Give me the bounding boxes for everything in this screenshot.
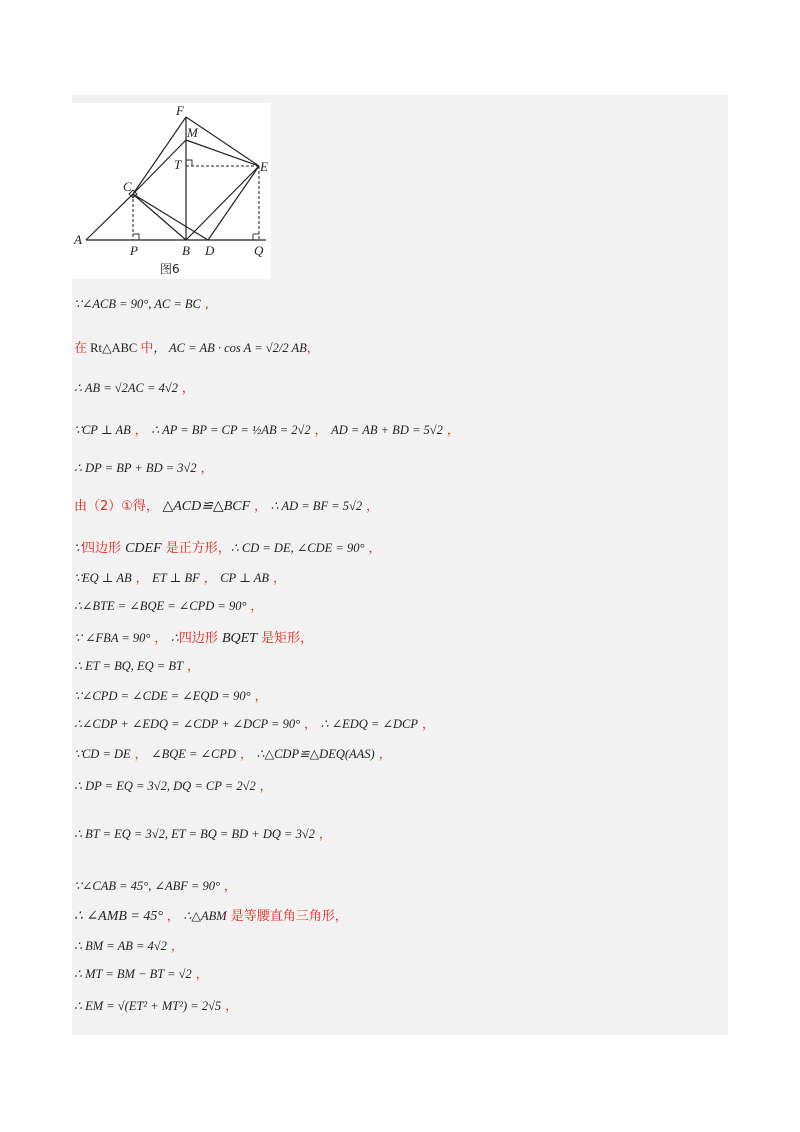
math-expression: ∵CP ⊥ AB: [74, 423, 131, 437]
solution-line: [74, 826, 331, 842]
label-M: M: [187, 125, 198, 140]
solution-line: [74, 778, 272, 794]
annotation-text: ，: [246, 598, 263, 613]
math-expression: ∴ ET = BQ, EQ = BT: [74, 659, 183, 673]
annotation-text: ，: [269, 570, 286, 585]
math-expression: ∴ EM = √(ET² + MT²) = 2√5: [74, 999, 222, 1013]
label-A: A: [74, 232, 82, 247]
math-expression: ∴∠BTE = ∠BQE = ∠CPD = 90°: [74, 599, 247, 613]
math-expression: ∴ BM = AB = 4√2: [74, 939, 167, 953]
annotation-text: ，: [250, 498, 271, 513]
annotation-text: ，: [182, 658, 200, 673]
solution-line: [74, 746, 391, 762]
label-T: T: [174, 157, 182, 172]
label-E: E: [260, 159, 268, 174]
math-expression: ∴∠CDP + ∠EDQ = ∠CDP + ∠DCP = 90°: [74, 717, 301, 731]
annotation-text: ，: [236, 746, 257, 761]
annotation-text: ，: [364, 540, 381, 555]
annotation-text: ，: [131, 570, 153, 585]
math-expression: ∴ AP = BP = CP = ½AB = 2√2: [151, 423, 311, 437]
math-expression: Rt△ABC: [87, 341, 141, 355]
label-Q: Q: [254, 243, 264, 258]
solution-line: [74, 598, 263, 614]
label-B: B: [182, 243, 190, 258]
math-expression: ∵EQ ⊥ AB: [74, 571, 132, 585]
math-expression: ∴ ∠EDQ = ∠DCP: [320, 717, 418, 731]
annotation-text: ，: [191, 966, 209, 981]
solution-line: [74, 998, 238, 1014]
solution-line: [74, 540, 381, 557]
solution-line: [74, 296, 209, 312]
annotation-text: ，: [199, 570, 221, 585]
solution-line: [74, 460, 213, 476]
label-D: D: [205, 243, 215, 258]
solution-line: [74, 630, 313, 647]
annotation-text: ，: [130, 746, 152, 761]
annotation-text: 中: [140, 341, 154, 356]
annotation-text: 由（2）①得，: [74, 499, 159, 514]
math-expression: ∴ DP = BP + BD = 3√2: [74, 461, 197, 475]
math-expression: ∵CD = DE: [74, 747, 131, 761]
solution-line: [74, 878, 237, 894]
annotation-text: ，: [300, 716, 321, 731]
annotation-text: ，: [150, 630, 171, 645]
annotation-text: ，: [417, 716, 435, 731]
label-P: P: [130, 243, 138, 258]
solution-line: [74, 498, 379, 515]
annotation-text: ，: [255, 778, 273, 793]
math-expression: ET ⊥ BF: [152, 571, 200, 585]
annotation-text: ，: [162, 908, 184, 923]
annotation-text: 在: [74, 341, 88, 356]
solution-line: [74, 908, 348, 925]
solution-line: [74, 688, 267, 704]
math-expression: ∴ ∠AMB = 45°: [74, 909, 163, 924]
math-expression: ， AC = AB · cos A = √2/2 AB: [153, 341, 307, 355]
geometry-figure: [72, 103, 271, 279]
math-expression: BQET: [221, 631, 257, 646]
math-expression: ∵∠CPD = ∠CDE = ∠EQD = 90°: [74, 689, 251, 703]
annotation-text: ，: [442, 422, 460, 437]
annotation-text: ，: [362, 498, 379, 513]
math-expression: ∵∠ACB = 90°, AC = BC: [74, 297, 201, 311]
solution-line: [74, 422, 459, 438]
figure-6-diagram: [72, 103, 271, 279]
annotation-text: ，: [310, 422, 332, 437]
annotation-text: 是等腰直角三角形，: [226, 909, 348, 924]
label-F: F: [176, 103, 184, 118]
annotation-text: ,: [200, 296, 209, 311]
annotation-text: 四边形: [178, 631, 222, 646]
math-expression: ∵∠CAB = 45°, ∠ABF = 90°: [74, 879, 221, 893]
annotation-text: ，: [250, 688, 268, 703]
math-expression: ∴ AD = BF = 5√2: [270, 499, 363, 513]
math-expression: ∴△ABM: [183, 909, 227, 923]
solution-line: [74, 966, 208, 982]
figure-caption: 图6: [160, 262, 180, 276]
math-expression: ∠BQE = ∠CPD: [151, 747, 237, 761]
math-expression: ∴△CDP≌△DEQ(AAS): [256, 747, 375, 761]
solution-line: [74, 380, 194, 396]
math-expression: ∵: [74, 541, 82, 555]
annotation-text: ，: [196, 460, 214, 475]
math-expression: ∴ DP = EQ = 3√2, DQ = CP = 2√2: [74, 779, 256, 793]
annotation-text: ，: [166, 938, 184, 953]
math-expression: ∴ CD = DE, ∠CDE = 90°: [230, 541, 365, 555]
annotation-text: ，: [177, 380, 195, 395]
annotation-text: 是矩形，: [256, 631, 314, 646]
annotation-text: ，: [314, 826, 332, 841]
math-expression: ∴ MT = BM − BT = √2: [74, 967, 192, 981]
solution-line: [74, 658, 199, 674]
math-expression: CP ⊥ AB: [220, 571, 270, 585]
math-expression: ∵ ∠FBA = 90°: [74, 631, 151, 645]
annotation-text: ，: [306, 340, 320, 355]
solution-line: [74, 716, 434, 732]
math-expression: △ACD≌△BCF: [158, 499, 251, 514]
solution-line: [74, 938, 183, 954]
annotation-text: ，: [130, 422, 152, 437]
annotation-text: ，: [220, 878, 237, 893]
math-expression: ∴: [170, 631, 179, 645]
math-expression: AD = AB + BD = 5√2: [331, 423, 443, 437]
annotation-text: 是正方形，: [161, 541, 231, 556]
solution-line: [74, 340, 319, 357]
label-C: C: [123, 179, 132, 194]
annotation-text: ，: [221, 998, 238, 1013]
annotation-text: 四边形: [81, 541, 126, 556]
math-expression: CDEF: [125, 541, 162, 556]
solution-line: [74, 570, 286, 586]
math-expression: ∴ BT = EQ = 3√2, ET = BQ = BD + DQ = 3√2: [74, 827, 315, 841]
math-expression: ∴ AB = √2AC = 4√2: [74, 381, 178, 395]
annotation-text: ，: [374, 746, 392, 761]
